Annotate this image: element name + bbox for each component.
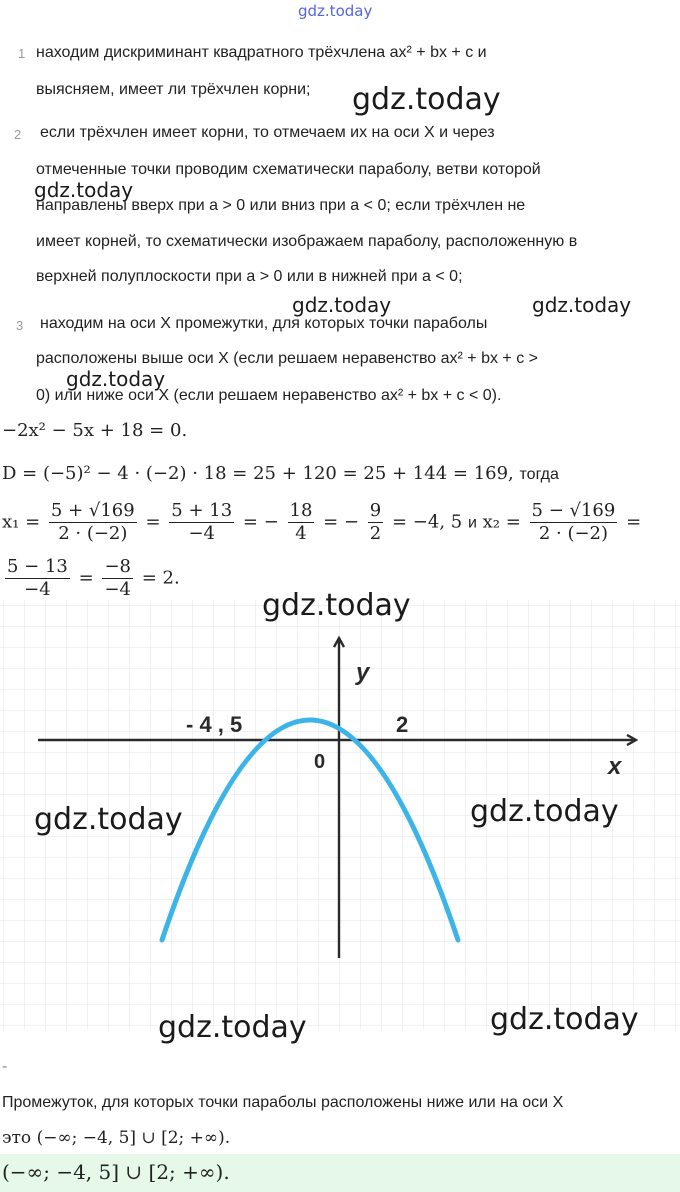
step-3-line-1: находим на оси X промежутки, для которых точки параболы bbox=[40, 315, 488, 332]
equals-minus: = − bbox=[242, 511, 279, 533]
quadratic-equation: −2x² − 5x + 18 = 0. bbox=[2, 420, 188, 441]
x1-step3-den: 4 bbox=[288, 522, 315, 545]
x-axis-label: x bbox=[608, 753, 622, 780]
x1-result: = −4, 5 bbox=[391, 511, 463, 533]
x2-line2-den-1: −4 bbox=[5, 578, 70, 601]
step-2-line-3: направлены вверх при a > 0 или вниз при a < 0; если трёхчлен не bbox=[36, 197, 526, 214]
step-2-line-1: если трёхчлен имеет корни, то отмечаем их на оси X и через bbox=[40, 124, 495, 141]
watermark: gdz.today bbox=[352, 82, 501, 117]
x1-step4-fraction bbox=[368, 500, 383, 545]
x2-line2-fraction-2 bbox=[102, 556, 133, 601]
step-3-line-3: 0) или ниже оси X (если решаем неравенство ax² + bx + c < 0). bbox=[36, 387, 502, 404]
step-2-line-5: верхней полуплоскости при a > 0 или в нижней при a < 0; bbox=[36, 268, 463, 285]
equals-sign: = bbox=[626, 511, 642, 533]
discriminant-formula: D = (−5)² − 4 · (−2) · 18 = 25 + 120 = 25 + 144 = 169, bbox=[2, 463, 514, 484]
watermark-top: gdz.today bbox=[298, 2, 373, 20]
watermark: gdz.today bbox=[532, 293, 632, 317]
watermark: gdz.today bbox=[262, 588, 411, 623]
x1-fraction bbox=[49, 500, 137, 545]
root-left-label: - 4 , 5 bbox=[186, 712, 243, 737]
final-answer: (−∞; −4, 5] ∪ [2; +∞). bbox=[2, 1160, 230, 1184]
x2-line2-num-1: 5 − 13 bbox=[7, 556, 68, 577]
root-right-label: 2 bbox=[396, 712, 409, 737]
y-axis-label: y bbox=[356, 659, 370, 686]
x1-step4-den: 2 bbox=[369, 523, 382, 544]
step-2-line-4: имеет корней, то схематически изображаем параболу, расположенную в bbox=[36, 233, 578, 250]
answer-box bbox=[0, 1154, 680, 1192]
x2-frac-den: 2 · (−2) bbox=[530, 522, 618, 545]
x2-fraction bbox=[530, 500, 618, 545]
x2-frac-num: 5 − √169 bbox=[531, 500, 616, 521]
watermark: gdz.today bbox=[292, 293, 392, 317]
step-number-1: 1 bbox=[18, 46, 26, 61]
and-word: и bbox=[467, 514, 477, 532]
x1-step3-fraction bbox=[288, 500, 315, 545]
origin-label: 0 bbox=[314, 751, 326, 773]
watermark: gdz.today bbox=[34, 178, 134, 202]
x1-label: x₁ = bbox=[2, 511, 41, 533]
x1-step3-num: 18 bbox=[289, 500, 313, 521]
step-2-line-2: отмеченные точки проводим схематически параболу, ветви которой bbox=[36, 161, 541, 178]
watermark: gdz.today bbox=[158, 1010, 307, 1045]
x2-label: x₂ = bbox=[482, 511, 521, 533]
step-number-2: 2 bbox=[14, 127, 22, 142]
watermark: gdz.today bbox=[490, 1002, 639, 1037]
discriminant-line bbox=[2, 463, 559, 484]
step-number-3: 3 bbox=[16, 318, 24, 333]
watermark: gdz.today bbox=[66, 367, 166, 391]
roots-line bbox=[2, 500, 641, 545]
conclusion-interval: это (−∞; −4, 5] ∪ [2; +∞). bbox=[2, 1128, 231, 1148]
separator-dash: - bbox=[2, 1058, 8, 1075]
watermark: gdz.today bbox=[34, 802, 183, 837]
x1-frac-den: 2 · (−2) bbox=[49, 522, 137, 545]
x2-line2-fraction-1 bbox=[5, 556, 70, 601]
watermark: gdz.today bbox=[470, 794, 619, 829]
x1-frac-num: 5 + √169 bbox=[50, 500, 135, 521]
step-3-line-2: расположены выше оси X (если решаем неравенство ax² + bx + c > bbox=[36, 350, 538, 367]
x1-step2-den: −4 bbox=[169, 522, 234, 545]
x2-continuation bbox=[2, 556, 180, 601]
equals-sign: = bbox=[78, 567, 94, 589]
x2-line2-den-2: −4 bbox=[104, 579, 131, 600]
then-word: тогда bbox=[519, 466, 559, 483]
x1-step4-num: 9 bbox=[369, 500, 382, 521]
x2-result: = 2. bbox=[141, 567, 180, 589]
step-1-line-1: находим дискриминант квадратного трёхчлена ax² + bx + c и bbox=[36, 44, 487, 61]
equals-minus: = − bbox=[323, 511, 360, 533]
x1-step2-fraction bbox=[169, 500, 234, 545]
equals-sign: = bbox=[145, 511, 161, 533]
x2-line2-num-2: −8 bbox=[104, 556, 131, 577]
x1-step2-num: 5 + 13 bbox=[171, 500, 233, 521]
step-1-line-2: выясняем, имеет ли трёхчлен корни; bbox=[36, 81, 311, 98]
conclusion-text: Промежуток, для которых точки параболы расположены ниже или на оси X bbox=[2, 1094, 564, 1111]
